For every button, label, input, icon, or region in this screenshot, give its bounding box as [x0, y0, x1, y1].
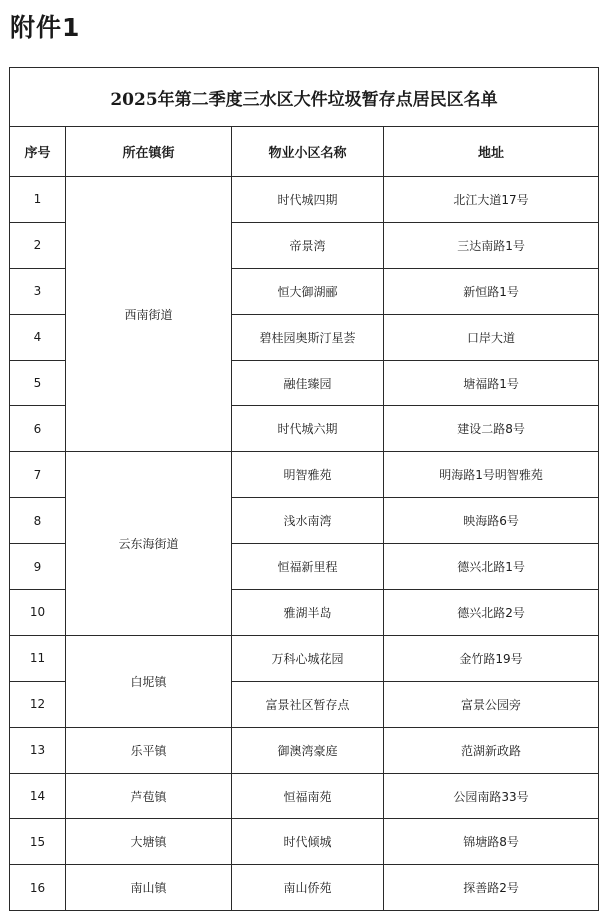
cell-community: 富景社区暂存点	[232, 681, 384, 727]
cell-community: 万科心城花园	[232, 635, 384, 681]
cell-address: 探善路2号	[384, 865, 599, 911]
cell-address: 德兴北路2号	[384, 590, 599, 636]
table-row	[10, 727, 599, 773]
cell-address: 金竹路19号	[384, 635, 599, 681]
cell-town: 云东海街道	[66, 452, 232, 636]
cell-serial: 11	[10, 635, 66, 681]
table-row	[10, 819, 599, 865]
cell-address: 建设二路8号	[384, 406, 599, 452]
cell-town: 芦苞镇	[66, 773, 232, 819]
cell-address: 口岸大道	[384, 314, 599, 360]
cell-serial: 4	[10, 314, 66, 360]
residential-list-table	[9, 67, 599, 911]
cell-serial: 9	[10, 544, 66, 590]
header-address: 地址	[384, 127, 599, 177]
cell-address: 映海路6号	[384, 498, 599, 544]
header-serial: 序号	[10, 127, 66, 177]
table-title: 2025年第二季度三水区大件垃圾暂存点居民区名单	[10, 68, 599, 127]
cell-town: 南山镇	[66, 865, 232, 911]
cell-town: 白坭镇	[66, 635, 232, 727]
cell-serial: 7	[10, 452, 66, 498]
cell-community: 恒福新里程	[232, 544, 384, 590]
table-row	[10, 773, 599, 819]
header-community: 物业小区名称	[232, 127, 384, 177]
cell-community: 碧桂园奥斯汀星荟	[232, 314, 384, 360]
cell-community: 时代倾城	[232, 819, 384, 865]
cell-community: 恒福南苑	[232, 773, 384, 819]
cell-serial: 13	[10, 727, 66, 773]
cell-town: 西南街道	[66, 177, 232, 452]
cell-address: 明海路1号明智雅苑	[384, 452, 599, 498]
cell-address: 北江大道17号	[384, 177, 599, 223]
cell-serial: 6	[10, 406, 66, 452]
cell-address: 富景公园旁	[384, 681, 599, 727]
attachment-label: 附件1	[10, 13, 81, 42]
cell-community: 明智雅苑	[232, 452, 384, 498]
cell-serial: 5	[10, 360, 66, 406]
table-row	[10, 452, 599, 498]
cell-serial: 10	[10, 590, 66, 636]
cell-community: 恒大御湖郦	[232, 268, 384, 314]
cell-serial: 14	[10, 773, 66, 819]
cell-community: 御澳湾豪庭	[232, 727, 384, 773]
cell-town: 乐平镇	[66, 727, 232, 773]
cell-community: 融佳臻园	[232, 360, 384, 406]
cell-serial: 15	[10, 819, 66, 865]
cell-community: 帝景湾	[232, 222, 384, 268]
table-row	[10, 177, 599, 223]
table-body	[10, 177, 599, 911]
cell-serial: 2	[10, 222, 66, 268]
cell-serial: 1	[10, 177, 66, 223]
cell-address: 塘福路1号	[384, 360, 599, 406]
cell-address: 范湖新政路	[384, 727, 599, 773]
table-row	[10, 865, 599, 911]
cell-serial: 8	[10, 498, 66, 544]
cell-address: 三达南路1号	[384, 222, 599, 268]
cell-address: 锦塘路8号	[384, 819, 599, 865]
cell-community: 浅水南湾	[232, 498, 384, 544]
cell-community: 时代城四期	[232, 177, 384, 223]
header-town: 所在镇街	[66, 127, 232, 177]
table-row	[10, 635, 599, 681]
cell-address: 公园南路33号	[384, 773, 599, 819]
cell-serial: 3	[10, 268, 66, 314]
cell-address: 新恒路1号	[384, 268, 599, 314]
cell-serial: 12	[10, 681, 66, 727]
cell-community: 时代城六期	[232, 406, 384, 452]
cell-community: 雅湖半岛	[232, 590, 384, 636]
cell-community: 南山侨苑	[232, 865, 384, 911]
cell-town: 大塘镇	[66, 819, 232, 865]
cell-serial: 16	[10, 865, 66, 911]
cell-address: 德兴北路1号	[384, 544, 599, 590]
